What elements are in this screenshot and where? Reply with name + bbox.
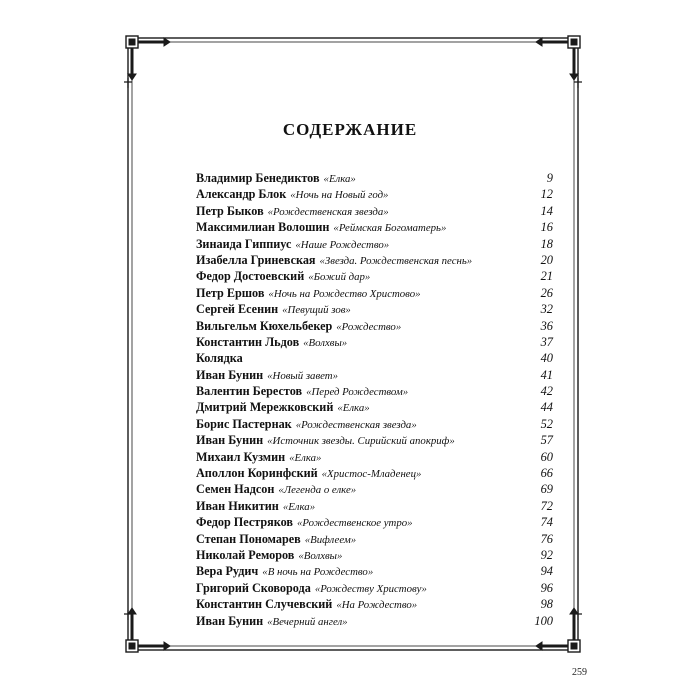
toc-author: Петр Ершов [196,285,265,300]
toc-page-number: 14 [540,203,553,218]
page-title: СОДЕРЖАНИЕ [282,120,418,139]
toc-page-number: 26 [540,285,553,300]
toc-work-title: «Рождественская звезда» [295,418,417,431]
toc-work-title: «Елка» [289,451,322,464]
toc-page-number: 18 [540,236,553,251]
toc-entry [196,432,553,448]
toc-entry [196,580,553,596]
toc-entry [196,547,553,563]
toc-entry [196,186,553,202]
toc-entry [196,318,553,334]
toc-work-title: «Ночь на Новый год» [290,189,389,202]
toc-author: Петр Быков [196,203,264,218]
toc-entry [196,563,553,579]
toc-page-number: 42 [540,384,553,399]
toc-author: Валентин Берестов [196,384,303,399]
toc-work-title: «Божий дар» [308,271,371,284]
toc-entry [196,613,553,629]
toc-author: Григорий Сковорода [196,580,311,595]
toc-author: Колядка [196,351,243,366]
toc-page-number: 21 [540,269,553,284]
toc-work-title: «Наше Рождество» [295,238,390,251]
toc-entry [196,334,553,350]
toc-work-title: «Звезда. Рождественская песнь» [319,254,473,267]
toc-entry [196,465,553,481]
toc-author: Максимилиан Волошин [196,220,330,235]
toc-author: Аполлон Коринфский [196,466,318,481]
toc-entry [196,383,553,399]
toc-work-title: «Новый завет» [267,369,338,382]
toc-work-title: «Реймская Богоматерь» [333,222,447,235]
toc-page-number: 41 [540,367,553,382]
toc-work-title: «Христос-Младенец» [321,468,422,481]
toc-entry [196,301,553,317]
toc-author: Константин Случевский [196,597,333,612]
toc-author: Владимир Бенедиктов [196,171,320,185]
toc-page-number: 57 [540,433,553,448]
toc-work-title: «Рождественская звезда» [267,205,389,218]
toc-entry [196,531,553,547]
toc-entry [196,498,553,514]
toc-entry [196,416,553,432]
toc-page-number: 9 [546,171,553,185]
toc-entry [196,399,553,415]
toc-entry [196,367,553,383]
toc-work-title: «Елка» [282,500,316,513]
toc-author: Вера Рудич [196,564,259,579]
toc-page-number: 92 [540,547,553,562]
toc-entry [196,219,553,235]
toc-author: Борис Пастернак [196,416,292,431]
toc-entry [196,350,553,366]
toc-author: Иван Никитин [196,498,279,513]
toc-author: Иван Бунин [196,367,264,382]
toc-page-number: 76 [540,531,553,546]
toc-author: Иван Бунин [196,613,264,628]
toc-author: Федор Пестряков [196,515,293,530]
toc-work-title: «Вечерний ангел» [267,615,348,628]
toc-page-number: 36 [540,318,553,333]
toc-page-number: 60 [540,449,553,464]
toc-page-number: 12 [540,187,553,202]
toc-entry [196,449,553,465]
toc-work-title: «Певущий зов» [282,304,351,317]
toc-author: Изабелла Гриневская [196,252,316,267]
toc-page-number: 44 [540,400,553,415]
toc-work-title: «Вифлеем» [304,533,357,546]
toc-page-number: 37 [540,334,553,349]
toc-page-number: 69 [540,482,553,497]
page-number: 259 [572,667,587,678]
toc-entry [196,268,553,284]
toc-entry [196,285,553,301]
toc-author: Вильгельм Кюхельбекер [196,318,333,333]
toc-page-number: 32 [540,302,553,317]
toc-work-title: «Легенда о елке» [278,484,357,497]
toc-entry [196,170,553,186]
table-of-contents [196,170,553,629]
toc-author: Иван Бунин [196,433,264,448]
toc-page-number: 20 [540,252,553,267]
toc-entry [196,514,553,530]
toc-work-title: «Источник звезды. Сирийский апокриф» [267,435,455,448]
toc-author: Семен Надсон [196,482,275,497]
toc-page-number: 74 [540,515,553,530]
toc-author: Дмитрий Мережковский [196,400,334,415]
toc-work-title: «Волхвы» [298,549,343,562]
toc-author: Степан Пономарев [196,531,301,546]
toc-page-number: 98 [540,597,553,612]
toc-work-title: «Рождество» [336,320,402,333]
toc-author: Константин Льдов [196,334,300,349]
toc-entry [196,236,553,252]
toc-author: Александр Блок [196,187,287,202]
toc-entry [196,481,553,497]
toc-page-number: 66 [540,466,553,481]
toc-author: Николай Реморов [196,547,295,562]
toc-work-title: «В ночь на Рождество» [262,566,374,579]
toc-work-title: «На Рождество» [336,599,418,612]
toc-work-title: «Елка» [323,173,356,185]
toc-work-title: «Перед Рождеством» [306,386,409,399]
toc-entry [196,596,553,612]
toc-entry [196,203,553,219]
toc-work-title: «Рождеству Христову» [314,582,427,595]
toc-author: Сергей Есенин [196,302,279,317]
toc-author: Михаил Кузмин [196,449,286,464]
toc-work-title: «Ночь на Рождество Христово» [268,287,421,300]
toc-author: Зинаида Гиппиус [196,236,292,251]
toc-page-number: 72 [540,498,553,513]
toc-work-title: «Рождественское утро» [297,517,413,530]
toc-page-number: 94 [540,564,553,579]
toc-author: Федор Достоевский [196,269,305,284]
toc-page-number: 16 [540,220,553,235]
toc-page-number: 100 [534,613,553,628]
toc-page-number: 52 [540,416,553,431]
toc-page-number: 40 [540,351,553,366]
toc-entry [196,252,553,268]
toc-work-title: «Елка» [337,402,370,415]
toc-work-title: «Волхвы» [303,336,348,349]
toc-page-number: 96 [540,580,553,595]
